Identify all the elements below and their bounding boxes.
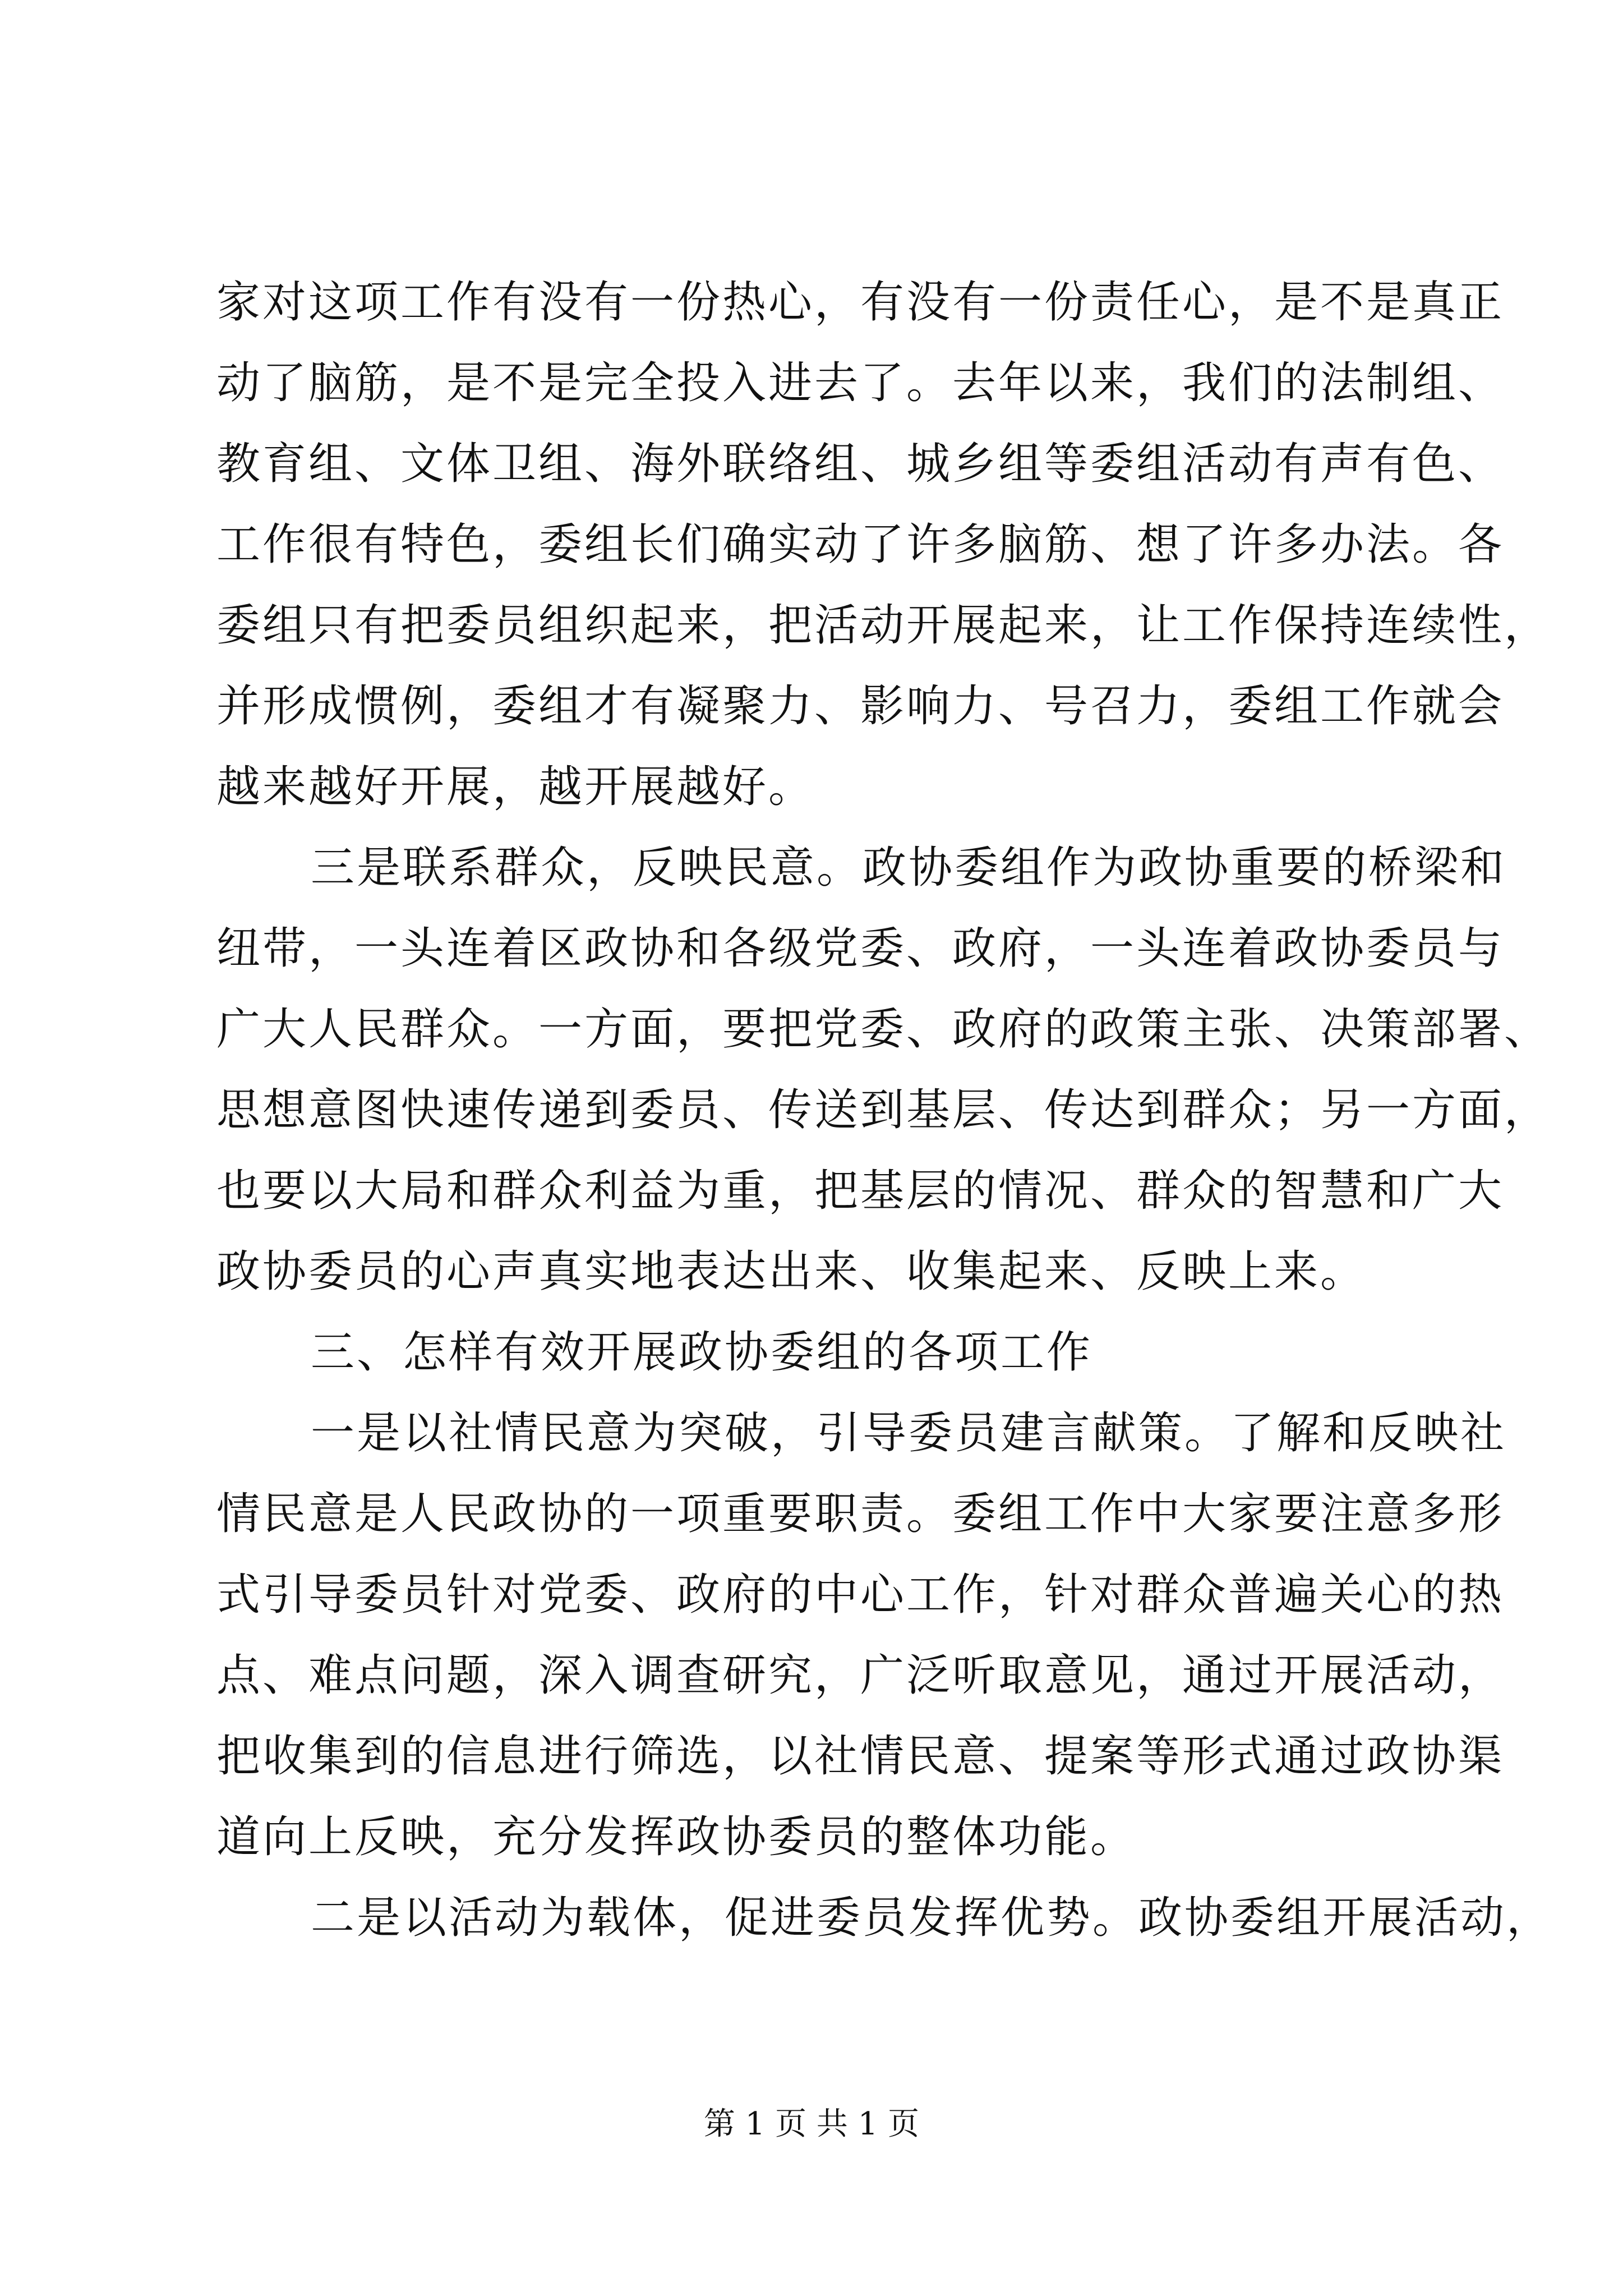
text-line: 并形成惯例，委组才有凝聚力、影响力、号召力，委组工作就会 [216,681,1505,731]
text-line: 动了脑筋，是不是完全投入进去了。去年以来，我们的法制组、 [216,358,1505,408]
paragraph-first-line: 一是以社情民意为突破，引导委员建言献策。了解和反映社 [311,1408,1507,1458]
text-line: 式引导委员针对党委、政府的中心工作，针对群众普遍关心的热 [216,1570,1505,1620]
section-heading: 三、怎样有效开展政协委组的各项工作 [311,1327,1093,1378]
text-line: 政协委员的心声真实地表达出来、收集起来、反映上来。 [216,1246,1367,1297]
text-line: 广大人民群众。一方面，要把党委、政府的政策主张、决策部署、 [216,1004,1551,1055]
text-line: 道向上反映，充分发挥政协委员的整体功能。 [216,1812,1137,1862]
paragraph-first-line: 二是以活动为载体，促进委员发挥优势。政协委组开展活动， [311,1893,1553,1943]
text-line: 也要以大局和群众利益为重，把基层的情况、群众的智慧和广大 [216,1166,1505,1216]
paragraph-first-line: 三是联系群众，反映民意。政协委组作为政协重要的桥梁和 [311,843,1507,893]
text-line: 委组只有把委员组织起来，把活动开展起来，让工作保持连续性， [216,600,1551,651]
text-line: 思想意图快速传递到委员、传送到基层、传达到群众；另一方面， [216,1085,1551,1135]
text-line: 教育组、文体卫组、海外联络组、城乡组等委组活动有声有色、 [216,439,1505,489]
text-line: 点、难点问题，深入调查研究，广泛听取意见，通过开展活动， [216,1650,1505,1701]
text-line: 越来越好开展，越开展越好。 [216,762,815,812]
document-body [216,262,1553,1958]
text-line: 情民意是人民政协的一项重要职责。委组工作中大家要注意多形 [216,1489,1505,1539]
page-footer: 第 1 页 共 1 页 [703,2106,920,2142]
text-line: 纽带，一头连着区政协和各级党委、政府，一头连着政协委员与 [216,923,1505,974]
text-line: 把收集到的信息进行筛选，以社情民意、提案等形式通过政协渠 [216,1731,1505,1782]
text-line: 家对这项工作有没有一份热心，有没有一份责任心，是不是真正 [216,277,1505,328]
text-line: 工作很有特色，委组长们确实动了许多脑筋、想了许多办法。各 [216,519,1505,570]
